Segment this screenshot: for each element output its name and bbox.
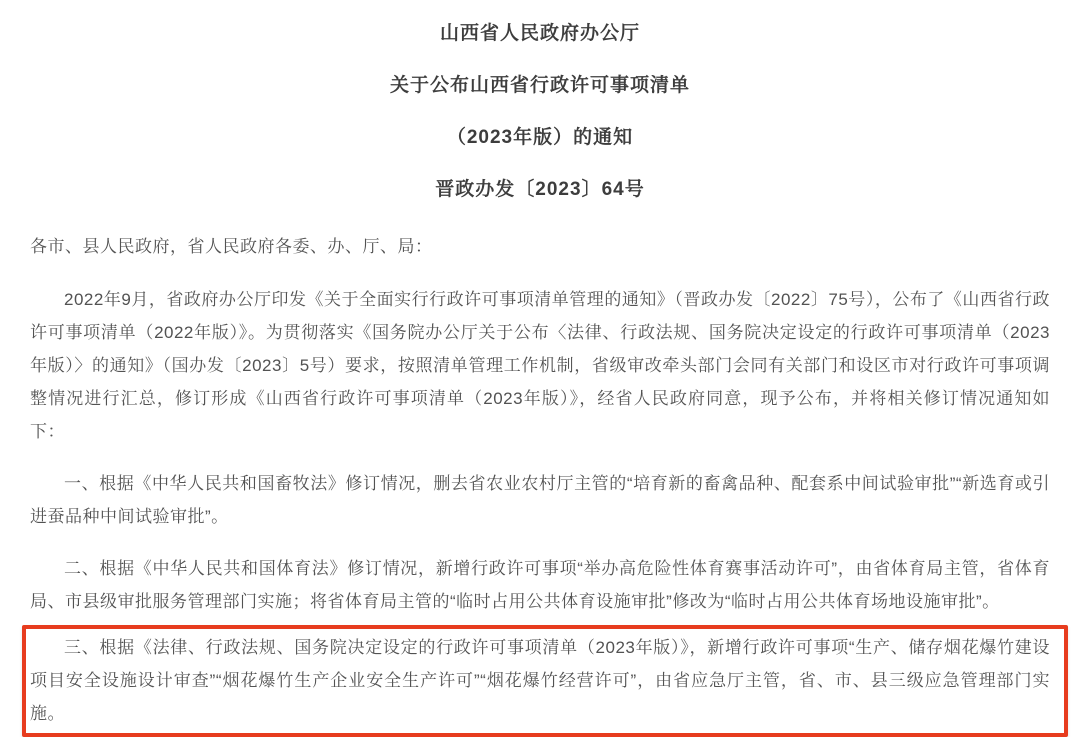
paragraph-item-2: 二、根据《中华人民共和国体育法》修订情况，新增行政许可事项“举办高危险性体育赛事活动许可”，由省体育局主管，省体育局、市县级审批服务管理部门实施；将省体育局主管的“临时占用公共体育设施审批”修改为“临时占用公共体育场地设施审批”。 [30,559,1050,611]
salutation-line: 各市、县人民政府，省人民政府各委、办、厅、局： [30,237,433,256]
document-title-line-2: （2023年版）的通知 [446,127,634,148]
paragraph-intro: 2022年9月，省政府办公厅印发《关于全面实行行政许可事项清单管理的通知》（晋政办发〔2022〕75号），公布了《山西省行政许可事项清单（2022年版）》。为贯彻落实《国务院办公厅关于公布〈法律、行政法规、国务院决定设定的行政许可事项清单（2023年版）〉的通知》（国办发〔2023〕5号）要求，按照清单管理工作机制，省级审改牵头部门会同有关部门和设区市对行政许可事项调整情况进行汇总，修订形成《山西省行政许可事项清单（2023年版）》，经省人民政府同意，现予公布，并将相关修订情况通知如下： [30,290,1050,441]
red-highlight-box [22,625,1068,737]
paragraph-item-3-highlighted: 三、根据《法律、行政法规、国务院决定设定的行政许可事项清单（2023年版）》，新增行政许可事项“生产、储存烟花爆竹建设项目安全设施设计审查”“烟花爆竹生产企业安全生产许可”“烟花爆竹经营许可”，由省应急厅主管，省、市、县三级应急管理部门实施。 [30,638,1050,723]
paragraph-item-1: 一、根据《中华人民共和国畜牧法》修订情况，删去省农业农村厅主管的“培育新的畜禽品种、配套系中间试验审批”“新选育或引进蚕品种中间试验审批”。 [30,474,1050,526]
document-title-line-1: 关于公布山西省行政许可事项清单 [389,75,690,96]
document-header [30,8,1050,216]
document-number: 晋政办发〔2023〕64号 [435,179,645,200]
issuing-agency-line: 山西省人民政府办公厅 [439,23,640,44]
